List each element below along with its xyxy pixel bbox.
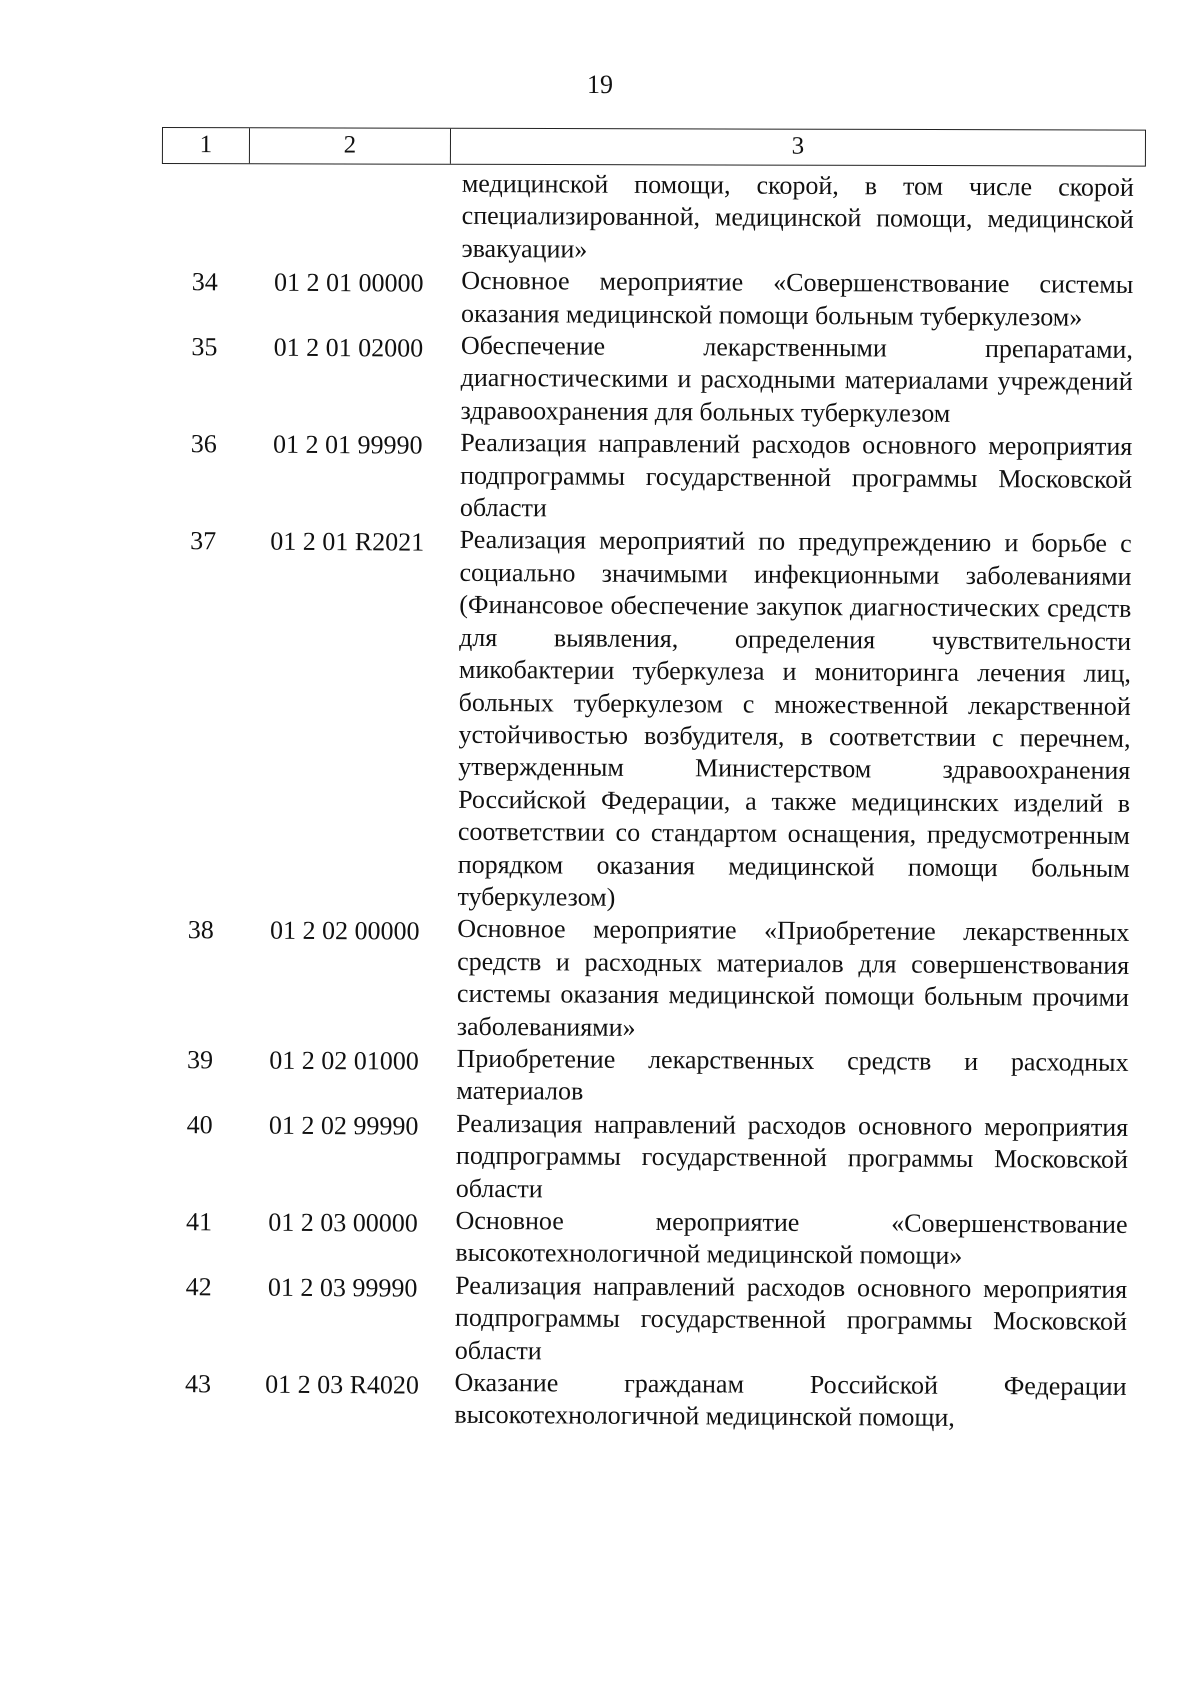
- row-number: 41: [185, 1207, 213, 1237]
- row-description: Обеспечение лекарственными препаратами, диагностическими и расходными материалами учреждений здравоохранения для больных туберкулезом: [460, 330, 1133, 428]
- table-row: [160, 425, 1151, 528]
- row-number: 42: [185, 1271, 212, 1302]
- row-description: Основное мероприятие «Совершенствование высокотехнологичной медицинской помощи»: [455, 1205, 1128, 1271]
- table-row: [156, 1041, 1146, 1112]
- row-code: 01 2 01 02000: [273, 332, 424, 363]
- row-code: 01 2 03 R4020: [265, 1369, 420, 1400]
- row-description: Оказание гражданам Российской Федерации высокотехнологичной медицинской помощи,: [454, 1367, 1127, 1433]
- table-header: [162, 127, 1146, 167]
- table-row: [154, 1365, 1144, 1436]
- header-col-2: 2: [250, 128, 451, 164]
- row-description: Основное мероприятие «Совершенствование системы оказания медицинской помощи больным туберкулезом»: [461, 266, 1134, 332]
- row-number: 36: [190, 429, 217, 459]
- table-row: [161, 166, 1152, 269]
- table-row: [156, 1106, 1147, 1209]
- row-code: [248, 167, 450, 265]
- header-col-1: 1: [163, 128, 250, 163]
- row-number: 37: [190, 526, 217, 556]
- row-number: 38: [187, 915, 214, 945]
- row-description: Реализация направлений расходов основного мероприятия подпрограммы государственной программы Московской области: [459, 428, 1133, 523]
- row-description: Реализация мероприятий по предупреждению и борьбе с социально значимыми инфекционными заболеваниями (Финансовое обеспечение закупок диагностических средств для выявления, определения чувствительности микобактерии туберкулеза и мониторинга лечения лиц, больных туберкулезом с множественной лекарственной устойчивостью возбудителя, в соответствии с перечнем, утвержденным Министерством здравоохранения Российской Федерации, а также медицинских изделий в соответствии со стандартом оснащения, предусмотренным порядком оказания медицинской помощи больным туберкулезом): [457, 525, 1132, 912]
- row-number: 43: [184, 1369, 212, 1399]
- row-description: медицинской помощи, скорой, в том числе скорой специализированной, медицинской помощи, медицинской эвакуации»: [461, 168, 1134, 264]
- table-row: [160, 328, 1151, 431]
- header-col-3: 3: [791, 132, 805, 160]
- table-row: [161, 263, 1151, 334]
- table-row: [155, 1203, 1145, 1274]
- table-row: [157, 911, 1148, 1047]
- row-code: 01 2 02 99990: [268, 1110, 419, 1141]
- row-description: Приобретение лекарственных средств и расходных материалов: [456, 1043, 1129, 1106]
- row-code: 01 2 02 01000: [269, 1045, 419, 1076]
- row-code: 01 2 03 00000: [268, 1207, 418, 1238]
- row-number: 34: [191, 267, 218, 297]
- row-number: 35: [191, 332, 218, 362]
- row-code: 01 2 01 00000: [273, 267, 424, 298]
- row-code: 01 2 03 99990: [267, 1272, 418, 1303]
- table-row: [155, 1268, 1146, 1371]
- row-number: 39: [186, 1045, 214, 1075]
- row-description: Реализация направлений расходов основного мероприятия подпрограммы государственной программы Московской области: [455, 1108, 1129, 1203]
- table-row: [157, 522, 1149, 917]
- row-number: 40: [186, 1109, 213, 1140]
- row-description: Основное мероприятие «Приобретение лекарственных средств и расходных материалов для совершенствования системы оказания медицинской помощи больным прочими заболеваниями»: [456, 914, 1130, 1042]
- row-code: 01 2 01 R2021: [270, 527, 425, 558]
- row-code: 01 2 02 00000: [269, 916, 420, 946]
- row-description: Реализация направлений расходов основного мероприятия подпрограммы государственной программы Московской области: [454, 1270, 1128, 1365]
- row-code: 01 2 01 99990: [272, 429, 423, 460]
- table-body: [154, 166, 1152, 1436]
- page-number: 19: [587, 70, 613, 99]
- row-number: [161, 166, 249, 264]
